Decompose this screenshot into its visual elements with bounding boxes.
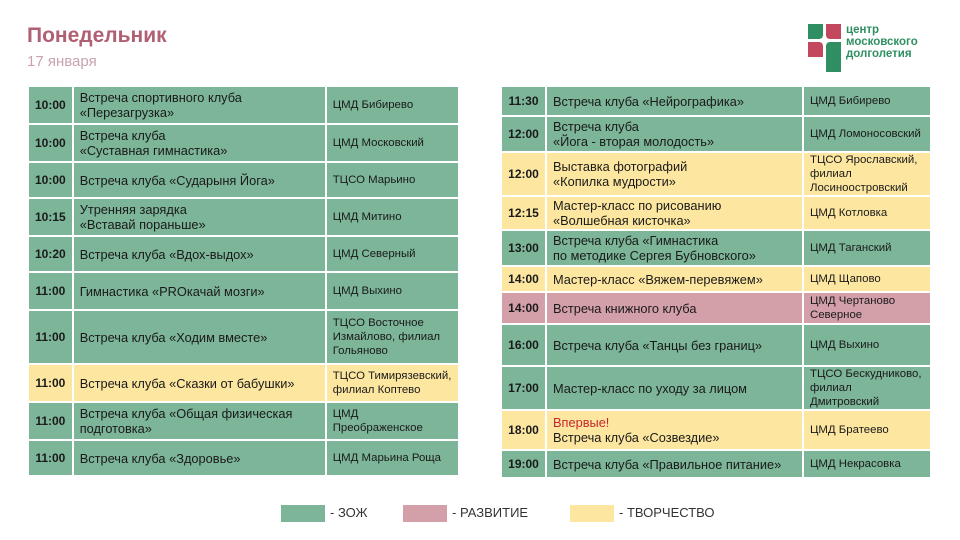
- event-time: 11:00: [28, 402, 73, 440]
- event-venue: ЦМД Преображенское: [326, 402, 459, 440]
- event-time: 10:15: [28, 198, 73, 236]
- legend-swatch: [570, 505, 614, 522]
- legend-label: - ЗОЖ: [330, 505, 368, 520]
- logo: [808, 24, 938, 74]
- new-badge: Впервые!: [553, 415, 610, 430]
- event-time: 10:20: [28, 236, 73, 272]
- event-title: Выставка фотографий «Копилка мудрости»: [546, 152, 803, 196]
- event-time: 11:00: [28, 310, 73, 364]
- event-venue: ЦМД Щапово: [803, 266, 931, 292]
- event-time: 10:00: [28, 162, 73, 198]
- event-time: 11:00: [28, 364, 73, 402]
- event-title: Гимнастика «PROкачай мозги»: [73, 272, 326, 310]
- event-time: 12:00: [501, 116, 546, 152]
- event-time: 12:00: [501, 152, 546, 196]
- page-title: Понедельник: [27, 24, 167, 47]
- event-title: Мастер-класс по уходу за лицом: [546, 366, 803, 410]
- event-title: [546, 410, 803, 450]
- logo-text-line: долголетия: [846, 48, 912, 60]
- event-venue: ЦМД Таганский: [803, 230, 931, 266]
- schedule-row: [28, 310, 459, 364]
- schedule-row: [501, 450, 931, 478]
- schedule-row: [28, 124, 459, 162]
- event-time: 14:00: [501, 266, 546, 292]
- event-time: 10:00: [28, 124, 73, 162]
- event-venue: ЦМД Марьина Роща: [326, 440, 459, 476]
- legend-label: - ТВОРЧЕСТВО: [619, 505, 715, 520]
- schedule-row: [28, 272, 459, 310]
- event-title: Мастер-класс «Вяжем-перевяжем»: [546, 266, 803, 292]
- schedule-row: [501, 196, 931, 230]
- event-title: Встреча клуба «Правильное питание»: [546, 450, 803, 478]
- event-title: Встреча клуба «Йога - вторая молодость»: [546, 116, 803, 152]
- event-title: Утренняя зарядка «Вставай пораньше»: [73, 198, 326, 236]
- schedule-row: [28, 402, 459, 440]
- logo-text-line: центр: [846, 24, 880, 36]
- schedule-row: [501, 366, 931, 410]
- schedule-row: [28, 440, 459, 476]
- event-title: Встреча книжного клуба: [546, 292, 803, 324]
- event-title: Встреча клуба «Танцы без границ»: [546, 324, 803, 366]
- schedule-row: [501, 116, 931, 152]
- legend-swatch: [403, 505, 447, 522]
- legend-swatch: [281, 505, 325, 522]
- schedule-row: [28, 198, 459, 236]
- event-venue: ЦМД Северный: [326, 236, 459, 272]
- schedule-row: [501, 230, 931, 266]
- event-time: 13:00: [501, 230, 546, 266]
- event-time: 17:00: [501, 366, 546, 410]
- event-venue: ТЦСО Ярославский, филиал Лосиноостровский: [803, 152, 931, 196]
- event-time: 16:00: [501, 324, 546, 366]
- event-time: 19:00: [501, 450, 546, 478]
- event-venue: ЦМД Ломоносовский: [803, 116, 931, 152]
- event-title: Встреча спортивного клуба «Перезагрузка»: [73, 86, 326, 124]
- logo-text: [846, 24, 918, 60]
- schedule-row: [28, 364, 459, 402]
- event-venue: ТЦСО Восточное Измайлово, филиал Гольяново: [326, 310, 459, 364]
- schedule-row: [28, 236, 459, 272]
- schedule-row: [501, 86, 931, 116]
- schedule-row: [501, 266, 931, 292]
- event-venue: ТЦСО Бескудниково, филиал Дмитровский: [803, 366, 931, 410]
- event-title-text: Встреча клуба «Созвездие»: [553, 430, 720, 445]
- schedule-row: [501, 152, 931, 196]
- schedule-row: [501, 292, 931, 324]
- event-time: 14:00: [501, 292, 546, 324]
- event-title: Встреча клуба «Нейрографика»: [546, 86, 803, 116]
- event-venue: ТЦСО Марьино: [326, 162, 459, 198]
- schedule-row: [28, 86, 459, 124]
- event-venue: ЦМД Митино: [326, 198, 459, 236]
- event-title: Встреча клуба «Вдох-выдох»: [73, 236, 326, 272]
- schedule-row: [501, 324, 931, 366]
- event-venue: ТЦСО Тимирязевский, филиал Коптево: [326, 364, 459, 402]
- event-time: 18:00: [501, 410, 546, 450]
- page-date: 17 января: [27, 53, 97, 70]
- schedule-row: [501, 410, 931, 450]
- event-time: 10:00: [28, 86, 73, 124]
- event-venue: ЦМД Выхино: [326, 272, 459, 310]
- logo-text-line: московского: [846, 36, 918, 48]
- event-venue: ЦМД Московский: [326, 124, 459, 162]
- event-venue: ЦМД Бибирево: [803, 86, 931, 116]
- schedule-table-right: [500, 85, 932, 479]
- event-venue: ЦМД Котловка: [803, 196, 931, 230]
- event-venue: ЦМД Бибирево: [326, 86, 459, 124]
- event-time: 11:30: [501, 86, 546, 116]
- event-time: 12:15: [501, 196, 546, 230]
- event-title: Встреча клуба «Гимнастика по методике Сергея Бубновского»: [546, 230, 803, 266]
- event-title: Мастер-класс по рисованию «Волшебная кисточка»: [546, 196, 803, 230]
- event-venue: ЦМД Выхино: [803, 324, 931, 366]
- logo-mark-icon: [808, 24, 842, 72]
- event-title: Встреча клуба «Здоровье»: [73, 440, 326, 476]
- legend-label: - РАЗВИТИЕ: [452, 505, 529, 520]
- event-venue: ЦМД Братеево: [803, 410, 931, 450]
- event-title: Встреча клуба «Суставная гимнастика»: [73, 124, 326, 162]
- event-title: Встреча клуба «Сударыня Йога»: [73, 162, 326, 198]
- event-title: Встреча клуба «Сказки от бабушки»: [73, 364, 326, 402]
- event-venue: ЦМД Некрасовка: [803, 450, 931, 478]
- event-title: Встреча клуба «Общая физическая подготовка»: [73, 402, 326, 440]
- schedule-table-left: [27, 85, 460, 477]
- event-title: Встреча клуба «Ходим вместе»: [73, 310, 326, 364]
- event-venue: ЦМД Чертаново Северное: [803, 292, 931, 324]
- event-time: 11:00: [28, 440, 73, 476]
- event-time: 11:00: [28, 272, 73, 310]
- schedule-row: [28, 162, 459, 198]
